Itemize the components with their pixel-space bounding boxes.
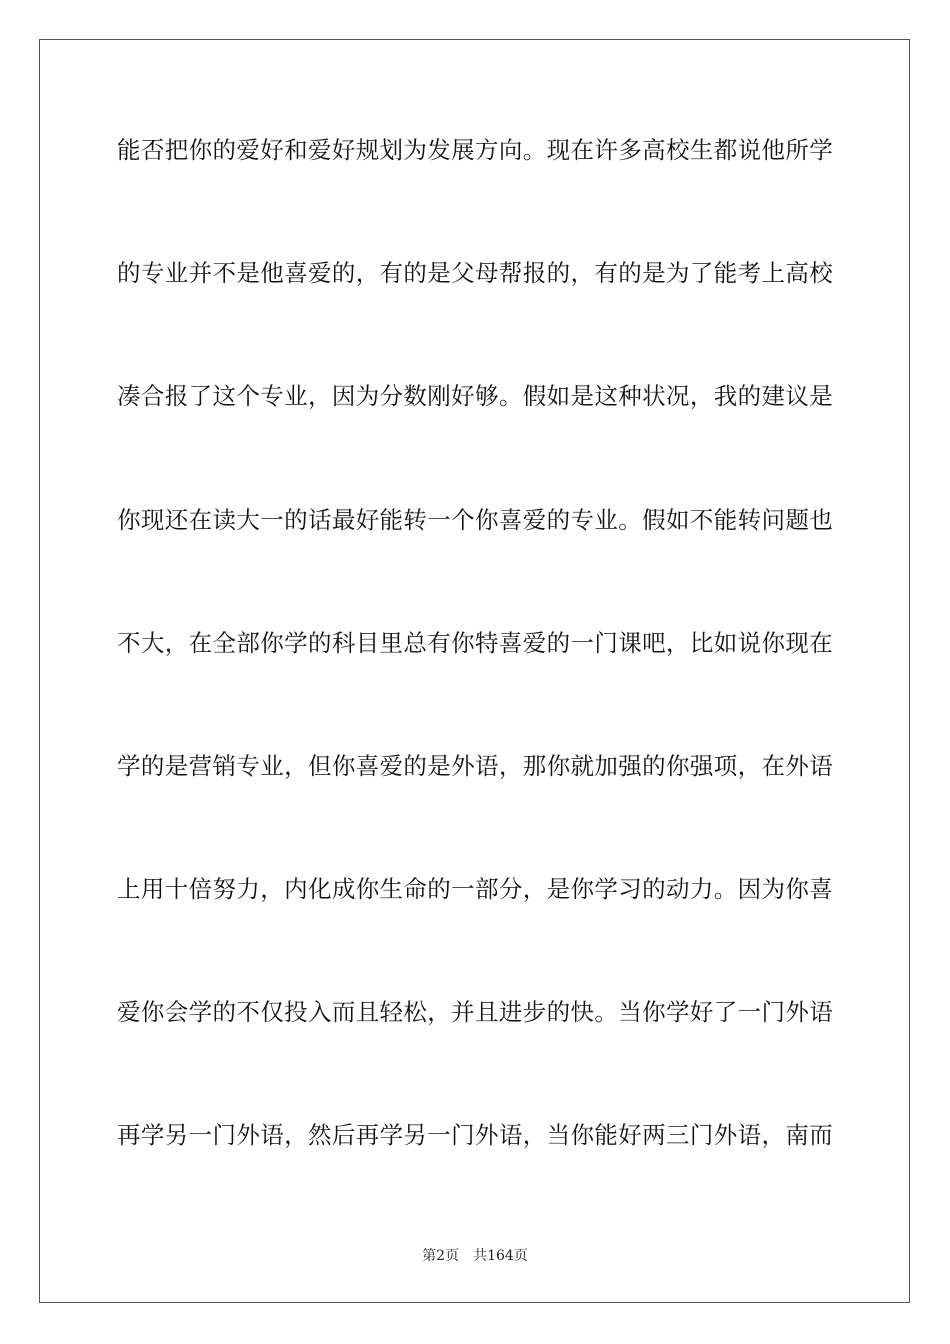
- text-line: 你现还在读大一的话最好能转一个你喜爱的专业。假如不能转问题也: [117, 506, 833, 534]
- text-line: 的专业并不是他喜爱的，有的是父母帮报的，有的是为了能考上高校: [117, 259, 833, 287]
- page-border: [39, 39, 910, 1303]
- page-footer: [0, 1246, 950, 1266]
- text-line: 不大，在全部你学的科目里总有你特喜爱的一门课吧，比如说你现在: [117, 629, 833, 657]
- text-line: 爱你会学的不仅投入而且轻松，并且进步的快。当你学好了一门外语: [117, 998, 833, 1026]
- current-page-label: 第2页: [422, 1248, 460, 1264]
- text-line: 能否把你的爱好和爱好规划为发展方向。现在许多高校生都说他所学: [117, 136, 833, 164]
- text-line: 再学另一门外语，然后再学另一门外语，当你能好两三门外语，南而: [117, 1121, 833, 1149]
- text-line: 上用十倍努力，内化成你生命的一部分，是你学习的动力。因为你喜: [117, 875, 833, 903]
- text-line: 学的是营销专业，但你喜爱的是外语，那你就加强的你强项，在外语: [117, 752, 833, 780]
- text-line: 凑合报了这个专业，因为分数刚好够。假如是这种状况，我的建议是: [117, 382, 833, 410]
- total-pages-label: 共164页: [473, 1248, 528, 1264]
